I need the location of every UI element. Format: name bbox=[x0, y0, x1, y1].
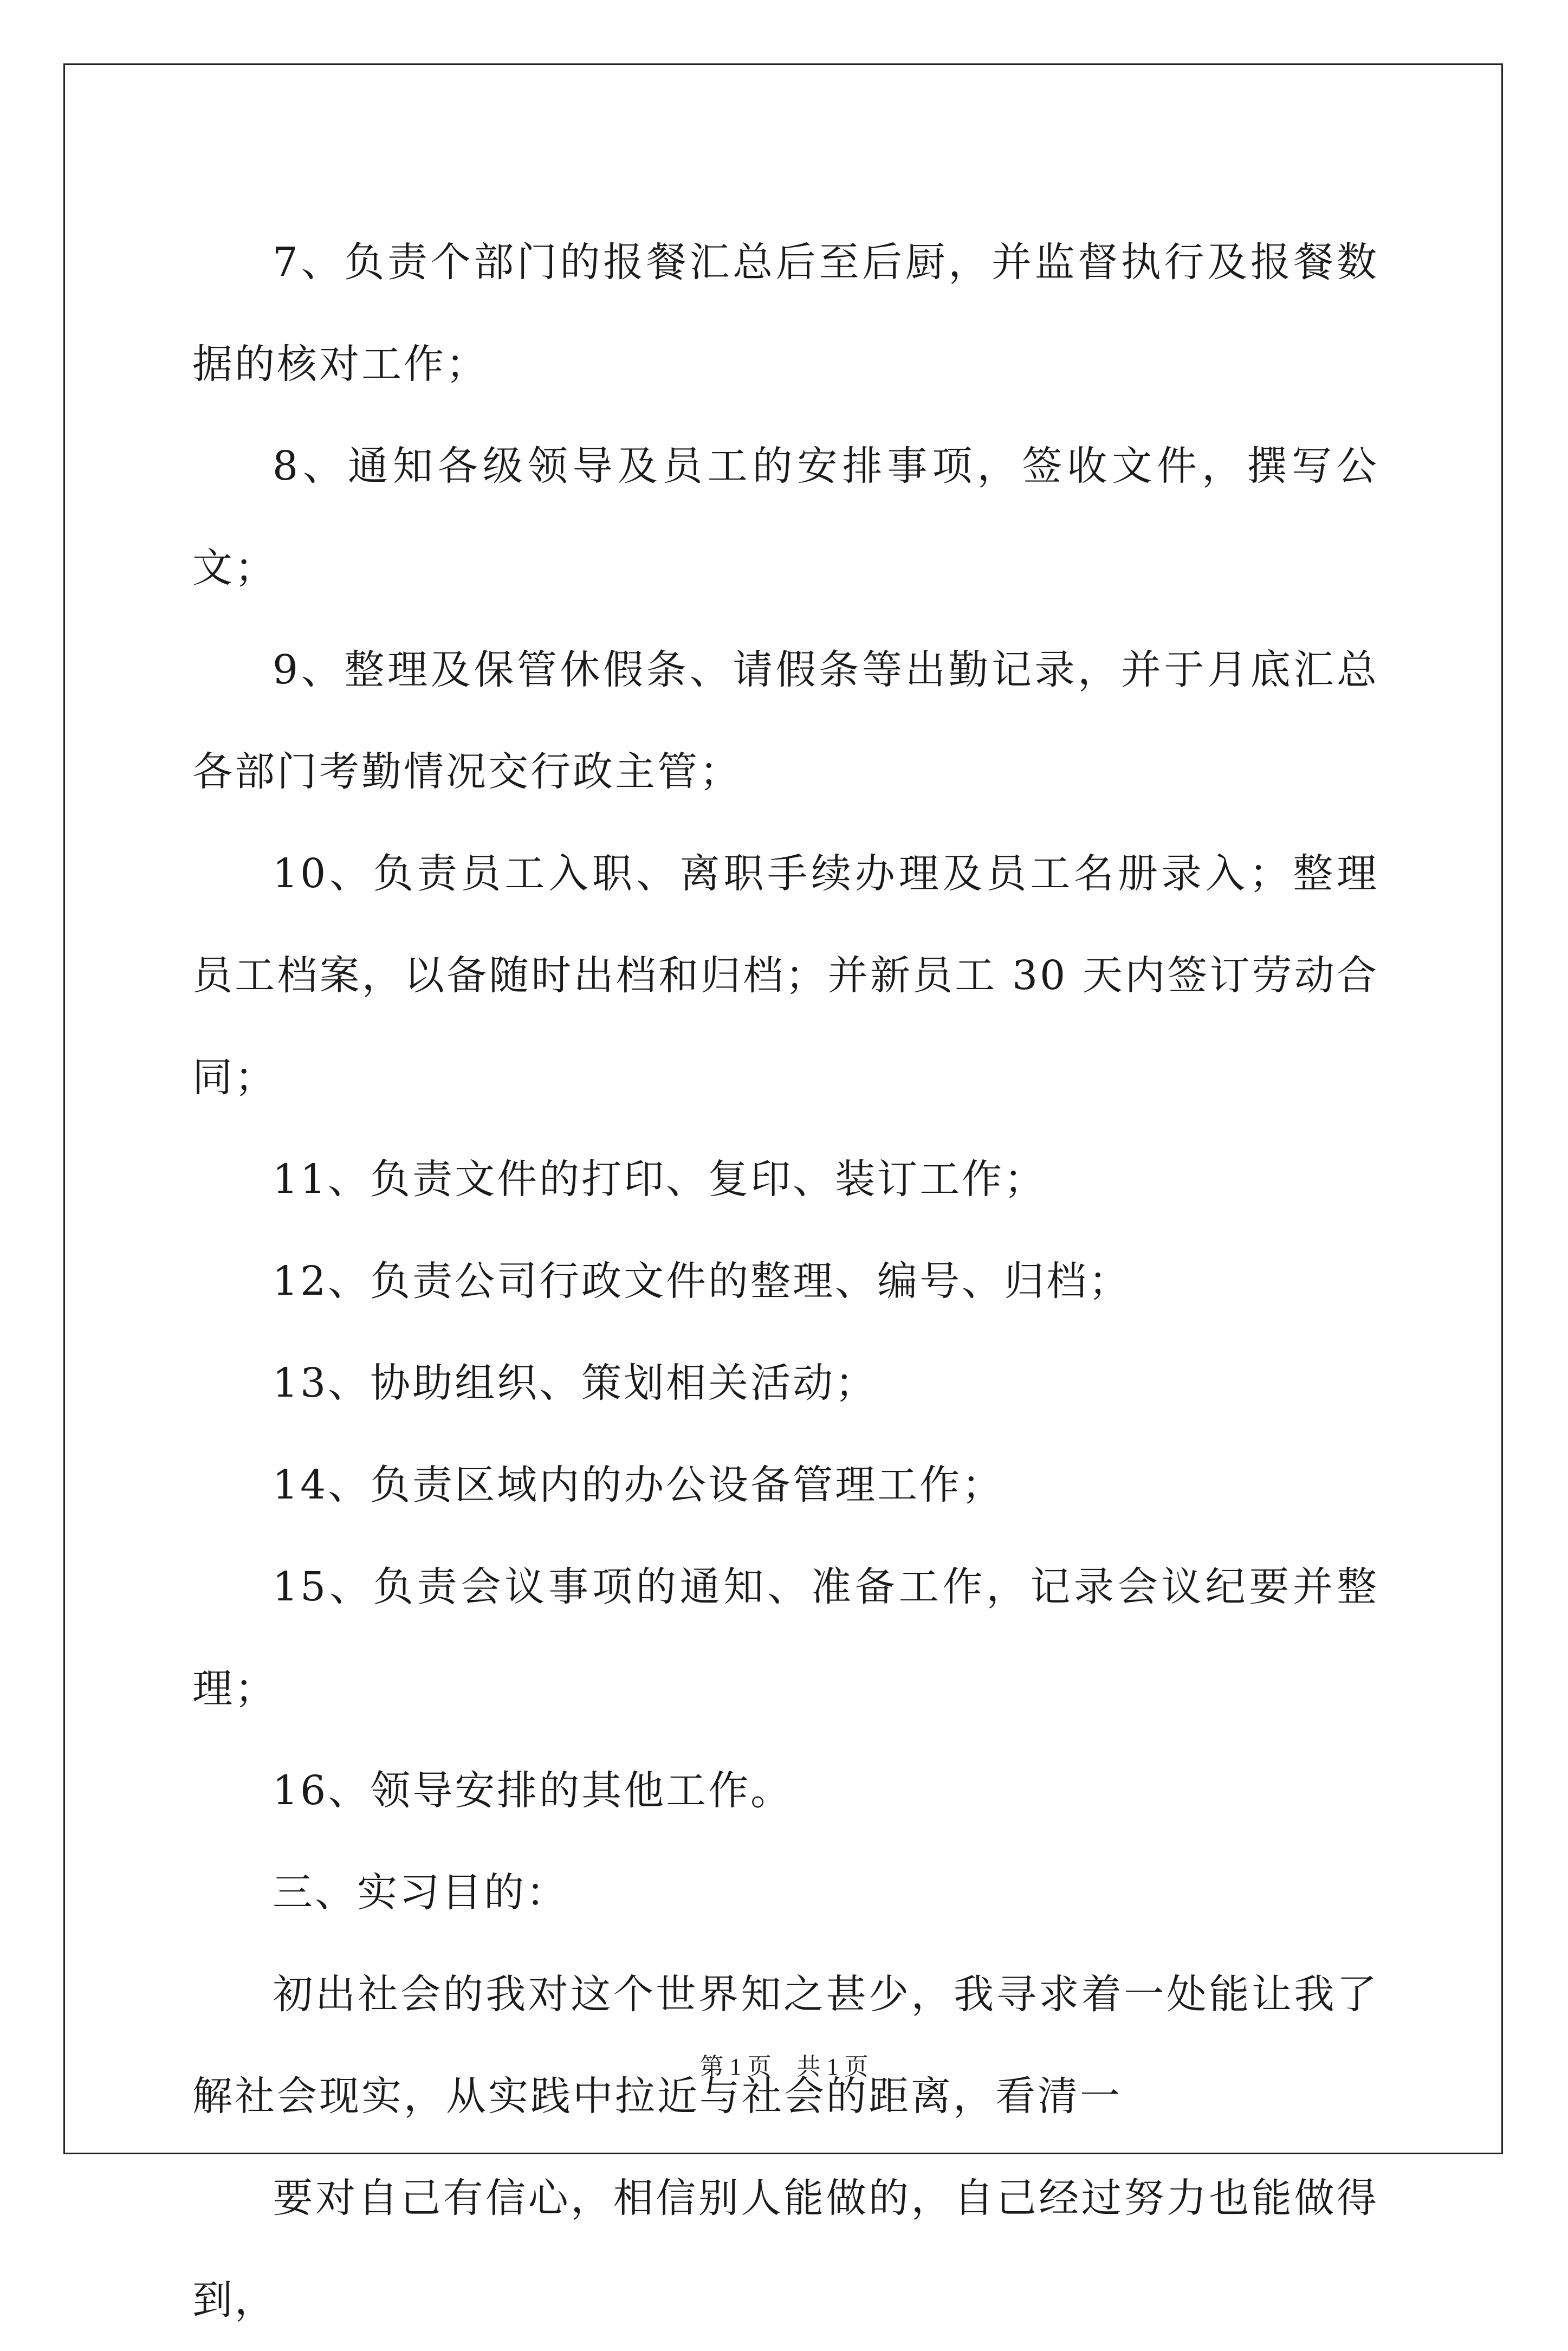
paragraph-item-15: 15、负责会议事项的通知、准备工作，记录会议纪要并整理； bbox=[192, 1564, 1379, 1712]
page-number: 第 1 页 bbox=[699, 2053, 772, 2080]
paragraph-item-16: 16、领导安排的其他工作。 bbox=[273, 1767, 793, 1814]
paragraph-item-7: 7、负责个部门的报餐汇总后至后厨，并监督执行及报餐数据的核对工作； bbox=[192, 239, 1379, 387]
paragraph-item-13: 13、协助组织、策划相关活动； bbox=[273, 1360, 878, 1406]
page-footer bbox=[0, 2047, 1568, 2082]
paragraph-item-12: 12、负责公司行政文件的整理、编号、归档； bbox=[273, 1258, 1131, 1304]
section-heading-purpose: 三、实习目的： bbox=[273, 1869, 568, 1916]
paragraph-item-14: 14、负责区域内的办公设备管理工作； bbox=[273, 1462, 1005, 1508]
paragraph-item-9: 9、整理及保管休假条、请假条等出勤记录，并于月底汇总各部门考勤情况交行政主管； bbox=[192, 647, 1379, 795]
paragraph-confidence: 要对自己有信心，相信别人能做的，自己经过努力也能做得到， bbox=[192, 2175, 1379, 2323]
paragraph-item-11: 11、负责文件的打印、复印、装订工作； bbox=[273, 1156, 1047, 1203]
paragraph-purpose-intro: 初出社会的我对这个世界知之甚少，我寻求着一处能让我了解社会现实，从实践中拉近与社会的距离，看清一 bbox=[192, 1971, 1379, 2120]
document-body bbox=[192, 211, 1379, 2351]
paragraph-item-10: 10、负责员工入职、离职手续办理及员工名册录入；整理员工档案，以备随时出档和归档；并新员工 30 天内签订劳动合同； bbox=[192, 850, 1379, 1101]
page-total: 共 1 页 bbox=[796, 2053, 869, 2080]
paragraph-item-8: 8、通知各级领导及员工的安排事项，签收文件，撰写公文； bbox=[192, 443, 1379, 591]
